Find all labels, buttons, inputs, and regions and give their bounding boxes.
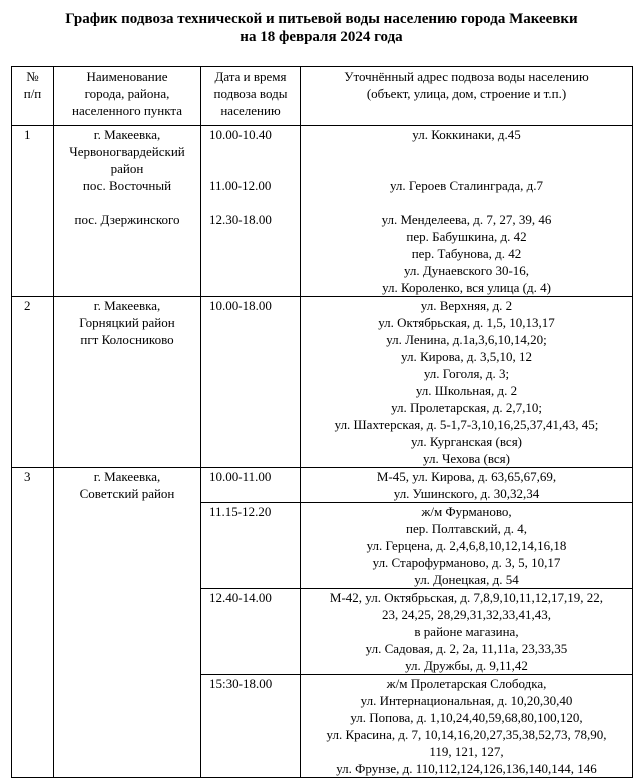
location-line: Горняцкий район [79,315,175,330]
address-line: ул. Попова, д. 1,10,24,40,59,68,80,100,120, [350,710,583,725]
header-text: Уточнённый адрес подвоза воды населению [344,69,589,84]
address-line: ул. Менделеева, д. 7, 27, 39, 46 [381,212,552,227]
time-slot: 11.00-12.00 [209,178,272,193]
slot-address [301,675,633,778]
slot-address [301,503,633,589]
location-line: Червоногвардейский [69,144,185,159]
slot-address [301,468,633,503]
address-line: ул. Интернациональная, д. 10,20,30,40 [360,693,573,708]
time-slot: 10.00-10.40 [209,127,272,142]
table-row [12,126,633,297]
slot-time: 10.00-11.00 [201,468,301,503]
header-text: населению [220,103,281,118]
header-address [301,67,633,126]
row-times [201,297,301,468]
location-line: г. Макеевка, [93,469,161,484]
address-line: ул. Октябрьская, д. 1,5, 10,13,17 [378,315,555,330]
title-line-2: на 18 февраля 2024 года [240,29,403,45]
address-line: ул. Садовая, д. 2, 2а, 11,11а, 23,33,35 [365,641,568,656]
location-line: г. Макеевка, [93,127,161,142]
address-line: ул. Ушинского, д. 30,32,34 [393,486,540,501]
address-line: ж/м Пролетарская Слободка, [386,676,547,691]
header-text: п/п [23,86,42,101]
address-line: ул. Коккинаки, д.45 [412,127,521,142]
slot-time: 12.40-14.00 [201,589,301,675]
spacer [303,160,630,177]
spacer [303,143,630,160]
header-text: № [26,69,39,84]
time-slot: 12.30-18.00 [209,212,272,227]
row-number: 1 [12,126,54,297]
address-line: М-45, ул. Кирова, д. 63,65,67,69, [376,469,557,484]
spacer [209,143,298,160]
header-text: города, района, [84,86,170,101]
spacer [56,194,198,211]
address-line: ул. Короленко, вся улица (д. 4) [382,280,551,295]
header-location [54,67,201,126]
address-line: ул. Донецкая, д. 54 [414,572,519,587]
address-line: ул. Красина, д. 7, 10,14,16,20,27,35,38,52,73, 78,90, [326,727,607,742]
location-line: пгт Колосниково [80,332,174,347]
address-line: ул. Гоголя, д. 3; [423,366,510,381]
water-schedule-table [11,66,633,778]
slot-time: 11.15-12.20 [201,503,301,589]
address-line: в районе магазина, [414,624,519,639]
header-text: подвоза воды [213,86,288,101]
address-line: ул. Курганская (вся) [410,434,523,449]
row-addresses [301,297,633,468]
address-line: ул. Дунаевского 30-16, [403,263,530,278]
table-header-row [12,67,633,126]
table-row [12,468,633,503]
row-location [54,297,201,468]
slot-time: 15:30-18.00 [201,675,301,778]
location-line: Советский район [79,486,175,501]
document-title [0,10,643,46]
title-line-1: График подвоза технической и питьевой воды населению города Макеевки [65,11,578,27]
slot-address [301,589,633,675]
address-line: М-42, ул. Октябрьская, д. 7,8,9,10,11,12,17,19, 22, [329,590,604,605]
header-text: Дата и время [214,69,287,84]
row-number: 3 [12,468,54,778]
address-line: ул. Старофурманово, д. 3, 5, 10,17 [372,555,561,570]
location-line: пос. Дзержинского [74,212,180,227]
address-line: ул. Кирова, д. 3,5,10, 12 [401,349,532,364]
address-line: ул. Герцена, д. 2,4,6,8,10,12,14,16,18 [366,538,567,553]
address-line: ул. Шахтерская, д. 5-1,7-3,10,16,25,37,41,43, 45; [334,417,599,432]
location-line: район [110,161,144,176]
spacer [209,194,298,211]
header-text: (объект, улица, дом, строение и т.п.) [366,86,567,101]
address-line: ул. Дружбы, д. 9,11,42 [405,658,528,673]
row-addresses [301,126,633,297]
header-time [201,67,301,126]
row-location [54,468,201,778]
location-line: г. Макеевка, [93,298,161,313]
header-text: Наименование [86,69,168,84]
address-line: ул. Школьная, д. 2 [415,383,518,398]
header-text: населенного пункта [71,103,183,118]
location-line: пос. Восточный [82,178,172,193]
address-line: ул. Чехова (вся) [423,451,510,466]
address-line: ж/м Фурманово, [421,504,512,519]
address-line: 23, 24,25, 28,29,31,32,33,41,43, [382,607,551,622]
address-line: ул. Ленина, д.1а,3,6,10,14,20; [386,332,547,347]
address-line: ул. Пролетарская, д. 2,7,10; [391,400,542,415]
address-line: ул. Героев Сталинграда, д.7 [389,178,543,193]
time-slot: 10.00-18.00 [209,298,272,313]
address-line: пер. Полтавский, д. 4, [406,521,527,536]
table-row [12,297,633,468]
address-line: пер. Бабушкина, д. 42 [406,229,527,244]
header-num [12,67,54,126]
address-line: ул. Фрунзе, д. 110,112,124,126,136,140,144, 146 [336,761,597,776]
spacer [209,160,298,177]
row-times [201,126,301,297]
address-line: ул. Верхняя, д. 2 [420,298,513,313]
spacer [303,194,630,211]
row-number: 2 [12,297,54,468]
row-location [54,126,201,297]
address-line: пер. Табунова, д. 42 [411,246,522,261]
address-line: 119, 121, 127, [429,744,504,759]
